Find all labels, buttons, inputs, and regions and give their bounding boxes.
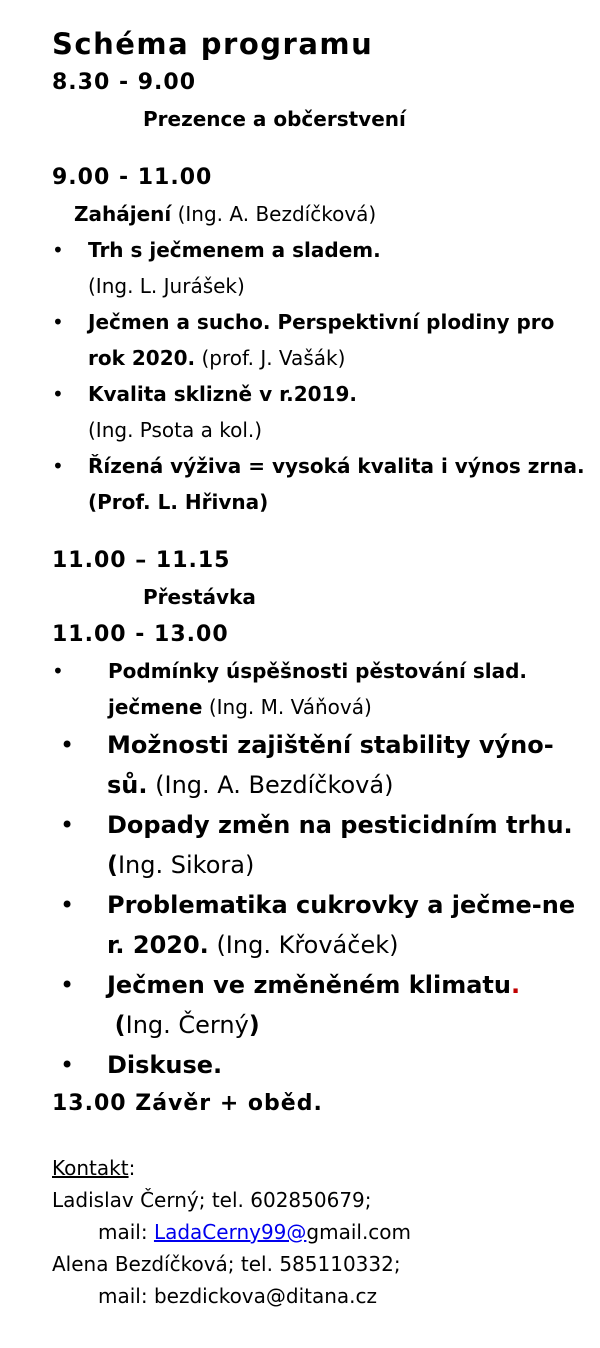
contact-label: Kontakt — [52, 1156, 129, 1180]
talk-title: Možnosti zajištění stability výno-sů. — [107, 731, 554, 799]
bullet-icon: • — [52, 310, 64, 334]
contact-heading — [52, 1152, 592, 1184]
bullet-icon: • — [60, 1051, 75, 1079]
red-period: . — [510, 971, 521, 999]
speaker-paren-close: ) — [248, 1011, 260, 1039]
list-item — [52, 1045, 592, 1085]
talk-speaker: Ing. Černý — [125, 1011, 249, 1039]
bullet-icon: • — [60, 971, 75, 999]
opening-speaker: (Ing. A. Bezdíčková) — [171, 202, 377, 226]
talk-speaker: Ing. Sikora) — [117, 851, 255, 879]
bullet-icon: • — [52, 238, 64, 262]
bullet-icon: • — [52, 454, 64, 478]
contact-mail-2: mail: bezdickova@ditana.cz — [98, 1284, 378, 1308]
contact-person-1: Ladislav Černý; tel. 602850679; — [52, 1188, 372, 1212]
talk-speaker: (Ing. Psota a kol.) — [88, 418, 263, 442]
slot-time-4: 11.00 - 13.00 — [52, 622, 229, 647]
page-title: Schéma programu — [52, 27, 374, 61]
bullet-icon: • — [60, 811, 75, 839]
contact-block — [52, 1152, 592, 1312]
talk-title: Kvalita sklizně v r.2019. — [88, 382, 357, 406]
talk-title: Problematika cukrovky a ječme-ne r. 2020. — [107, 891, 576, 959]
talk-speaker: (Ing. M. Váňová) — [202, 695, 372, 719]
list-item — [52, 376, 592, 448]
talk-title: Dopady změn na pesticidním trhu. — [107, 811, 573, 839]
list-item — [52, 232, 592, 304]
list-item — [52, 805, 592, 885]
bullet-icon: • — [60, 731, 75, 759]
talk-title: Podmínky úspěšnosti pěstování slad. ječmene — [108, 659, 527, 719]
contact-colon: : — [128, 1156, 136, 1180]
bullet-icon: • — [52, 659, 64, 683]
contact-person-2: Alena Bezdíčková; tel. 585110332; — [52, 1252, 401, 1276]
slot-event-1: Prezence a občerstvení — [143, 107, 406, 131]
email-link[interactable]: LadaCerny99@ — [153, 1220, 307, 1244]
speaker-paren: ( — [107, 851, 118, 879]
talk-speaker: (Ing. A. Bezdíčková) — [147, 771, 394, 799]
bullet-icon: • — [52, 382, 64, 406]
talk-title: Ječmen ve změněném klimatu — [107, 971, 511, 999]
session-2-list-small — [52, 653, 592, 725]
talk-title: Trh s ječmenem a sladem. — [88, 238, 381, 262]
talk-speaker: (Ing. L. Jurášek) — [88, 274, 245, 298]
contact-mail-1 — [52, 1216, 592, 1248]
slot-time-1: 8.30 - 9.00 — [52, 70, 197, 95]
closing-line: 13.00 Závěr + oběd. — [52, 1091, 323, 1116]
slot-event-3: Přestávka — [143, 585, 256, 609]
slot-time-3: 11.00 – 11.15 — [52, 548, 231, 573]
slot-time-2: 9.00 - 11.00 — [52, 165, 213, 190]
talk-speaker: (Ing. Křováček) — [208, 931, 399, 959]
session-2-list-large — [52, 725, 592, 1085]
bullet-icon: • — [60, 891, 75, 919]
talk-title: Řízená výživa = vysoká kvalita i výnos zrna. (Prof. L. Hřivna) — [88, 454, 585, 514]
talk-speaker: (prof. J. Vašák) — [195, 346, 346, 370]
list-item — [52, 965, 592, 1045]
talk-title: Ječmen a sucho. Perspektivní plodiny pro rok 2020. — [88, 310, 555, 370]
program-document — [52, 24, 592, 1312]
list-item — [52, 304, 592, 376]
mail-prefix: mail: — [98, 1220, 154, 1244]
opening-line — [52, 196, 592, 232]
opening-label: Zahájení — [74, 202, 172, 226]
talk-title: Diskuse. — [107, 1051, 223, 1079]
list-item — [52, 885, 592, 965]
speaker-paren: ( — [114, 1011, 126, 1039]
list-item — [52, 653, 592, 725]
list-item — [52, 448, 592, 520]
session-1-list — [52, 232, 592, 520]
mail-suffix: gmail.com — [306, 1220, 412, 1244]
list-item — [52, 725, 592, 805]
